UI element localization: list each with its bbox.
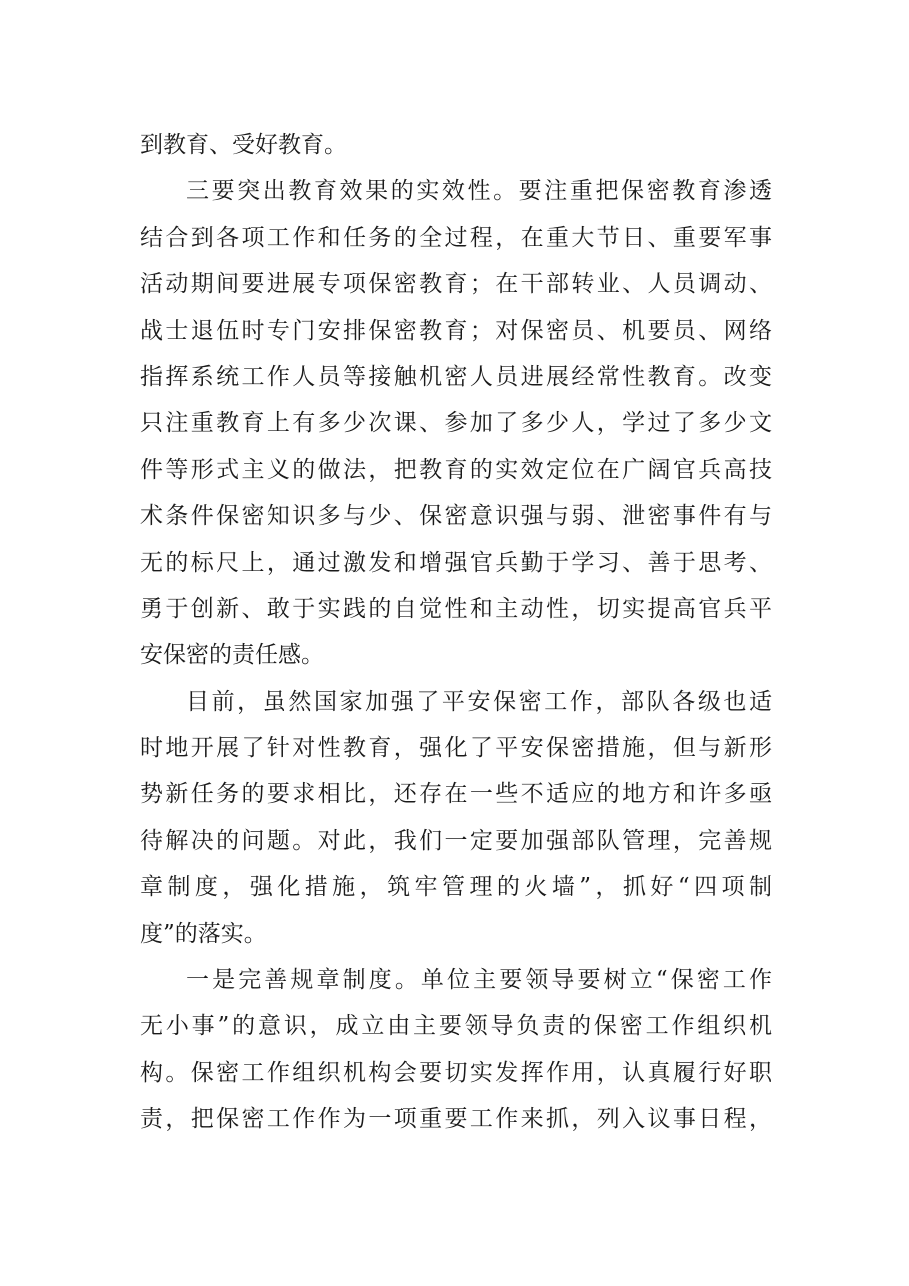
text-line: 章制度，强化措施，筑牢管理的火墙”，抓好“四项制 bbox=[140, 874, 772, 901]
text-line: 只注重教育上有多少次课、参加了多少人，学过了多少文 bbox=[140, 410, 772, 437]
text-line: 一是完善规章制度。单位主要领导要树立“保密工作 bbox=[186, 967, 772, 994]
text-line: 件等形式主义的做法，把教育的实效定位在广阔官兵高技 bbox=[140, 456, 772, 483]
text-line: 术条件保密知识多与少、保密意识强与弱、泄密事件有与 bbox=[140, 503, 772, 530]
text-line: 无的标尺上，通过激发和增强官兵勤于学习、善于思考、 bbox=[140, 549, 772, 576]
document-page bbox=[140, 122, 772, 1143]
text-line: 待解决的问题。对此，我们一定要加强部队管理，完善规 bbox=[140, 827, 772, 854]
text-line: 度”的落实。 bbox=[140, 920, 267, 947]
text-line: 目前，虽然国家加强了平安保密工作，部队各级也适 bbox=[186, 688, 772, 715]
text-line: 战士退伍时专门安排保密教育；对保密员、机要员、网络 bbox=[140, 317, 772, 344]
text-line: 无小事”的意识，成立由主要领导负责的保密工作组织机 bbox=[140, 1013, 772, 1040]
text-line: 安保密的责任感。 bbox=[140, 642, 324, 669]
text-line: 时地开展了针对性教育，强化了平安保密措施，但与新形 bbox=[140, 735, 772, 762]
text-line: 指挥系统工作人员等接触机密人员进展经常性教育。改变 bbox=[140, 363, 772, 390]
text-line: 活动期间要进展专项保密教育；在干部转业、人员调动、 bbox=[140, 271, 772, 298]
text-line: 势新任务的要求相比，还存在一些不适应的地方和许多亟 bbox=[140, 781, 772, 808]
text-line: 构。保密工作组织机构会要切实发挥作用，认真履行好职 bbox=[140, 1059, 772, 1086]
text-line: 责，把保密工作作为一项重要工作来抓，列入议事日程， bbox=[140, 1106, 772, 1133]
text-line: 勇于创新、敢于实践的自觉性和主动性，切实提高官兵平 bbox=[140, 595, 772, 622]
text-line: 三要突出教育效果的实效性。要注重把保密教育渗透 bbox=[186, 178, 772, 205]
text-line: 到教育、受好教育。 bbox=[140, 132, 347, 158]
text-line: 结合到各项工作和任务的全过程，在重大节日、重要军事 bbox=[140, 224, 772, 251]
